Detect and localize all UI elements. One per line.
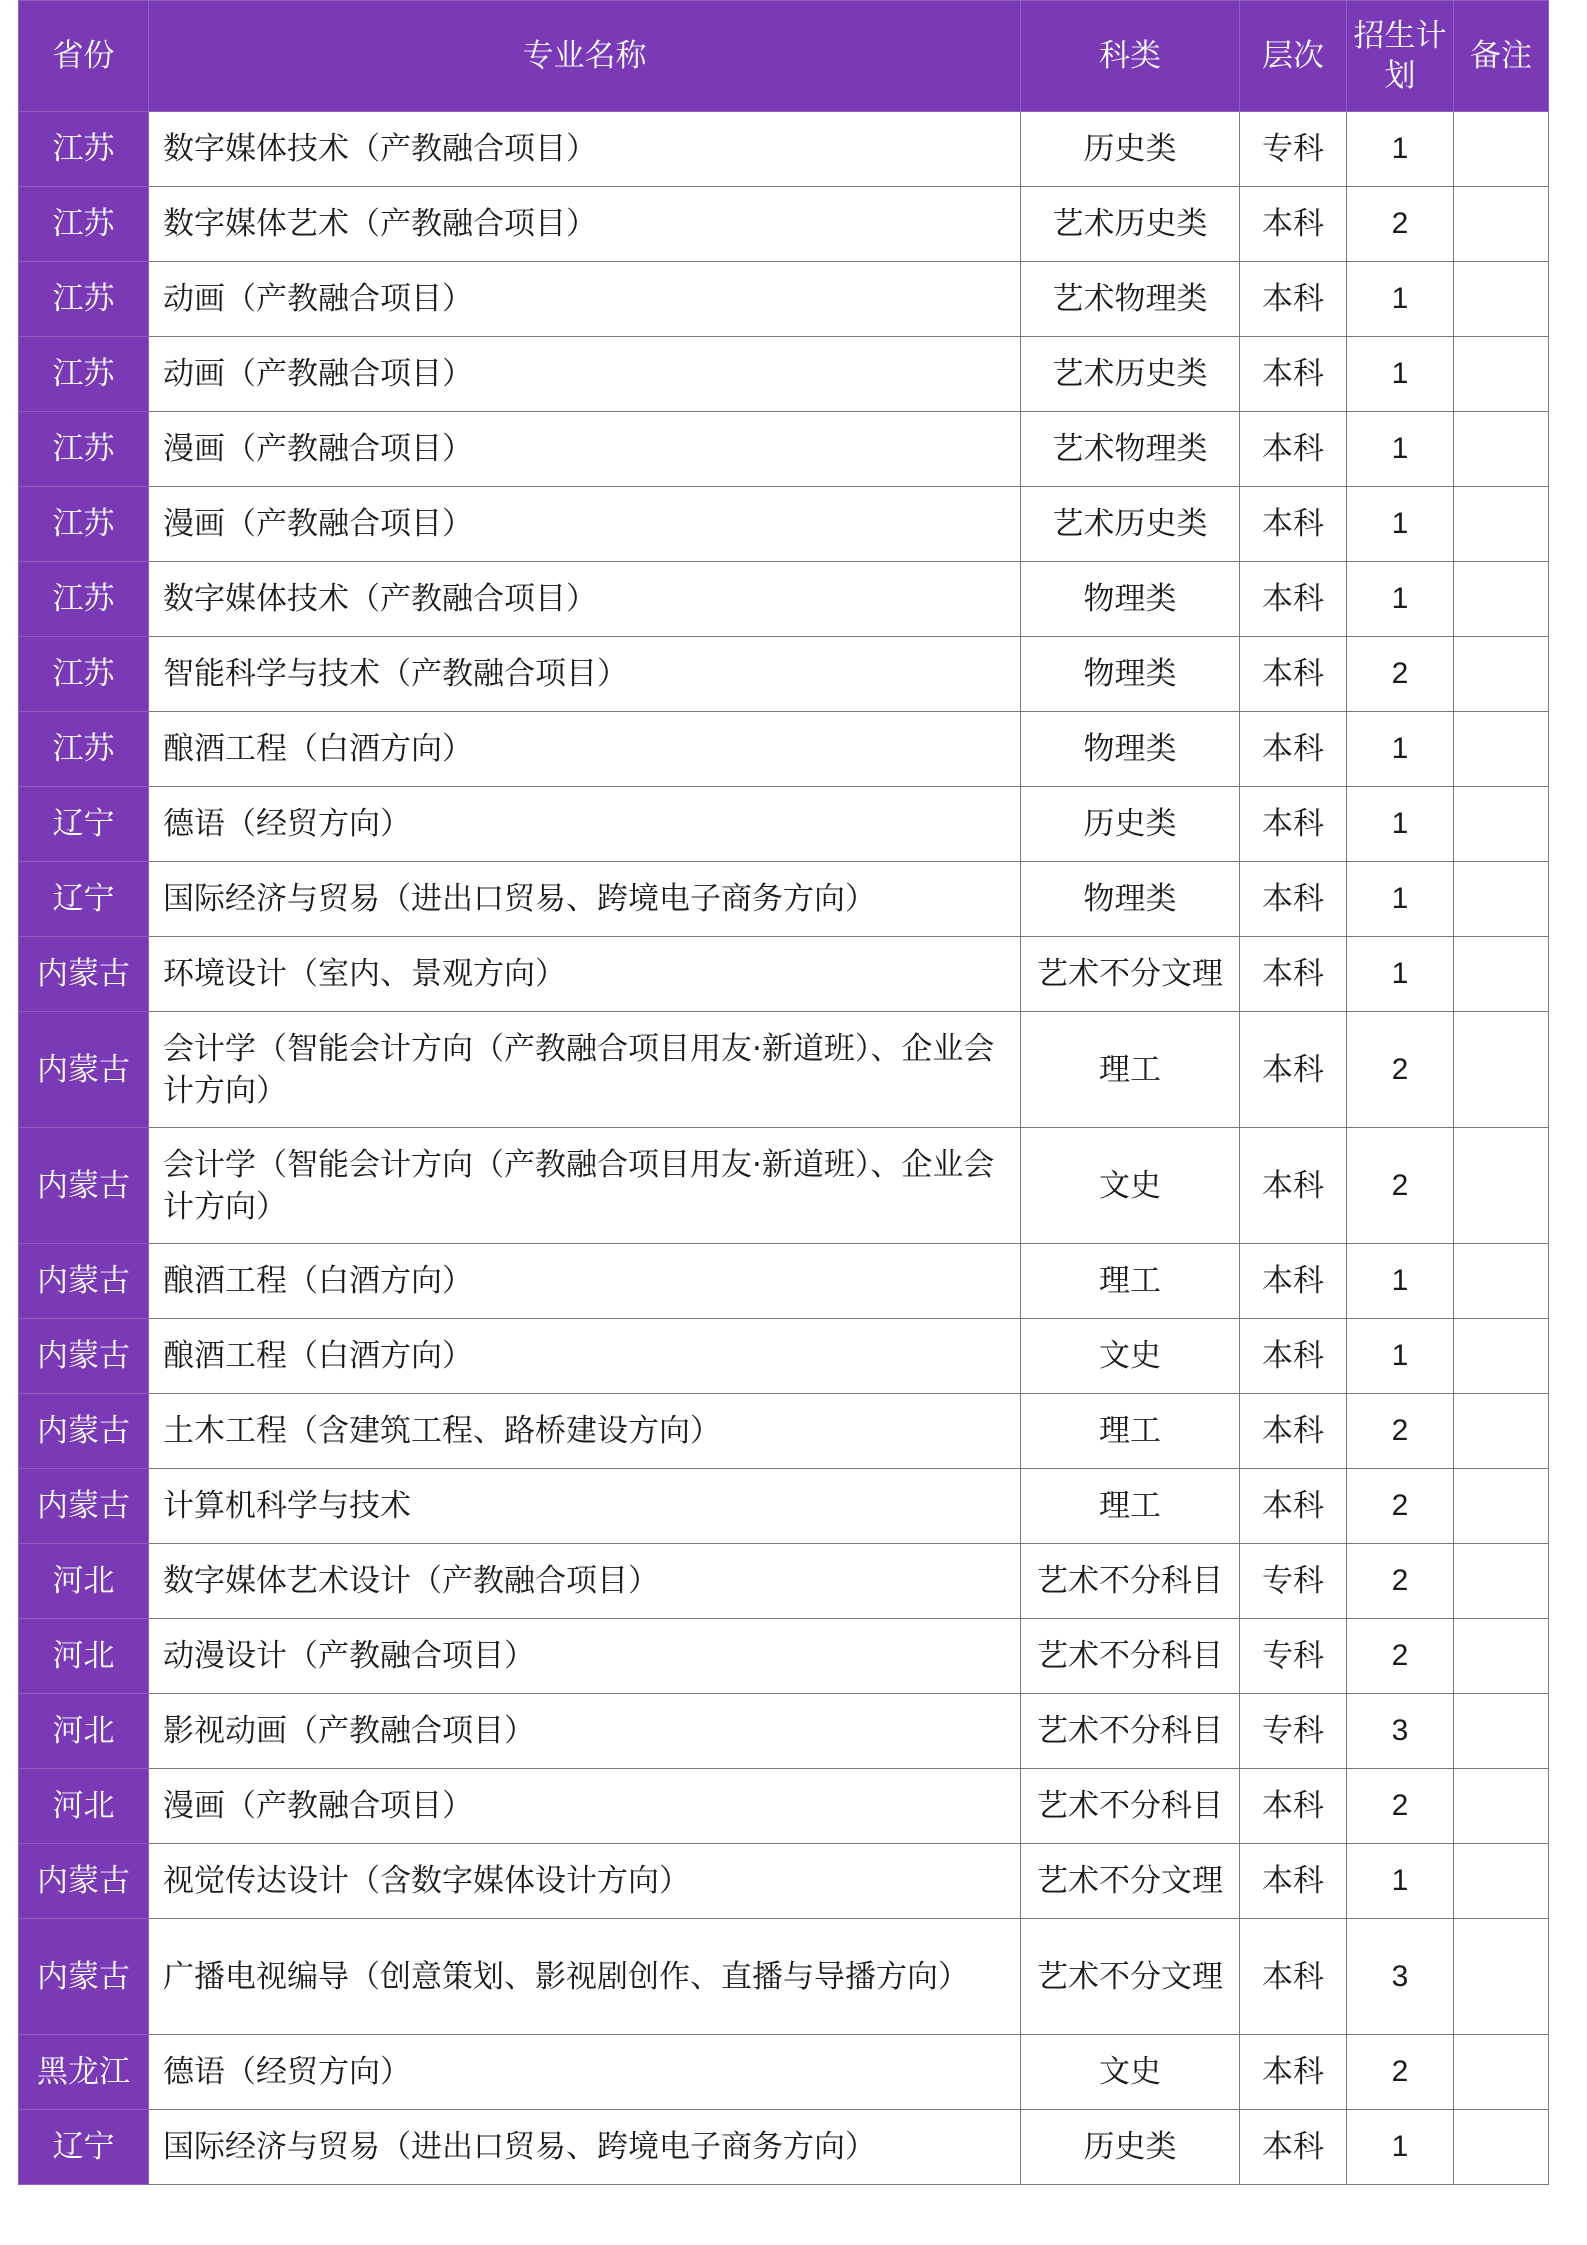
province-cell: 内蒙古 [19, 1394, 149, 1469]
table-row [19, 1319, 1549, 1394]
remark-cell [1454, 712, 1549, 787]
category-cell: 艺术不分文理 [1021, 1919, 1240, 2035]
remark-cell [1454, 187, 1549, 262]
major-cell: 漫画（产教融合项目） [149, 1769, 1021, 1844]
remark-cell [1454, 412, 1549, 487]
header-remark: 备注 [1454, 1, 1549, 112]
level-cell: 本科 [1240, 262, 1347, 337]
plan-count-cell: 2 [1347, 1469, 1454, 1544]
major-cell: 动画（产教融合项目） [149, 262, 1021, 337]
remark-cell [1454, 1469, 1549, 1544]
major-cell: 国际经济与贸易（进出口贸易、跨境电子商务方向） [149, 862, 1021, 937]
level-cell: 专科 [1240, 112, 1347, 187]
category-cell: 文史 [1021, 1319, 1240, 1394]
table-row [19, 637, 1549, 712]
province-cell: 辽宁 [19, 787, 149, 862]
major-cell: 动画（产教融合项目） [149, 337, 1021, 412]
remark-cell [1454, 487, 1549, 562]
category-cell: 艺术不分科目 [1021, 1694, 1240, 1769]
province-cell: 江苏 [19, 562, 149, 637]
remark-cell [1454, 1844, 1549, 1919]
plan-count-cell: 1 [1347, 937, 1454, 1012]
level-cell: 本科 [1240, 2035, 1347, 2110]
remark-cell [1454, 862, 1549, 937]
plan-count-cell: 1 [1347, 337, 1454, 412]
remark-cell [1454, 2035, 1549, 2110]
major-cell: 土木工程（含建筑工程、路桥建设方向） [149, 1394, 1021, 1469]
category-cell: 理工 [1021, 1394, 1240, 1469]
major-cell: 数字媒体技术（产教融合项目） [149, 562, 1021, 637]
level-cell: 本科 [1240, 187, 1347, 262]
level-cell: 本科 [1240, 2110, 1347, 2185]
level-cell: 本科 [1240, 337, 1347, 412]
major-cell: 会计学（智能会计方向（产教融合项目用友·新道班）、企业会计方向） [149, 1128, 1021, 1244]
plan-count-cell: 2 [1347, 1128, 1454, 1244]
remark-cell [1454, 1694, 1549, 1769]
plan-count-cell: 2 [1347, 637, 1454, 712]
remark-cell [1454, 1012, 1549, 1128]
category-cell: 艺术不分科目 [1021, 1769, 1240, 1844]
category-cell: 艺术历史类 [1021, 187, 1240, 262]
major-cell: 广播电视编导（创意策划、影视剧创作、直播与导播方向） [149, 1919, 1021, 2035]
level-cell: 本科 [1240, 487, 1347, 562]
header-province: 省份 [19, 1, 149, 112]
remark-cell [1454, 1128, 1549, 1244]
major-cell: 影视动画（产教融合项目） [149, 1694, 1021, 1769]
remark-cell [1454, 1769, 1549, 1844]
major-cell: 德语（经贸方向） [149, 2035, 1021, 2110]
province-cell: 河北 [19, 1544, 149, 1619]
remark-cell [1454, 937, 1549, 1012]
table-row [19, 1544, 1549, 1619]
plan-count-cell: 1 [1347, 862, 1454, 937]
major-cell: 酿酒工程（白酒方向） [149, 712, 1021, 787]
major-cell: 数字媒体艺术设计（产教融合项目） [149, 1544, 1021, 1619]
plan-count-cell: 1 [1347, 487, 1454, 562]
plan-count-cell: 2 [1347, 1769, 1454, 1844]
province-cell: 江苏 [19, 487, 149, 562]
remark-cell [1454, 2110, 1549, 2185]
province-cell: 江苏 [19, 337, 149, 412]
province-cell: 江苏 [19, 262, 149, 337]
table-row [19, 1844, 1549, 1919]
plan-count-cell: 1 [1347, 712, 1454, 787]
level-cell: 本科 [1240, 787, 1347, 862]
major-cell: 国际经济与贸易（进出口贸易、跨境电子商务方向） [149, 2110, 1021, 2185]
province-cell: 河北 [19, 1694, 149, 1769]
major-cell: 数字媒体艺术（产教融合项目） [149, 187, 1021, 262]
remark-cell [1454, 1544, 1549, 1619]
category-cell: 历史类 [1021, 787, 1240, 862]
table-row [19, 562, 1549, 637]
table-row [19, 2110, 1549, 2185]
table-header-row [19, 1, 1549, 112]
province-cell: 内蒙古 [19, 1919, 149, 2035]
major-cell: 会计学（智能会计方向（产教融合项目用友·新道班）、企业会计方向） [149, 1012, 1021, 1128]
major-cell: 视觉传达设计（含数字媒体设计方向） [149, 1844, 1021, 1919]
province-cell: 江苏 [19, 712, 149, 787]
level-cell: 本科 [1240, 1919, 1347, 2035]
table-row [19, 1619, 1549, 1694]
category-cell: 艺术历史类 [1021, 337, 1240, 412]
category-cell: 文史 [1021, 1128, 1240, 1244]
table-row [19, 712, 1549, 787]
category-cell: 理工 [1021, 1244, 1240, 1319]
category-cell: 艺术物理类 [1021, 262, 1240, 337]
level-cell: 本科 [1240, 1128, 1347, 1244]
major-cell: 酿酒工程（白酒方向） [149, 1319, 1021, 1394]
remark-cell [1454, 562, 1549, 637]
level-cell: 本科 [1240, 1319, 1347, 1394]
province-cell: 内蒙古 [19, 1012, 149, 1128]
enrollment-plan-table [18, 0, 1549, 2185]
level-cell: 本科 [1240, 1469, 1347, 1544]
remark-cell [1454, 262, 1549, 337]
table-row [19, 262, 1549, 337]
remark-cell [1454, 337, 1549, 412]
level-cell: 本科 [1240, 1394, 1347, 1469]
major-cell: 数字媒体技术（产教融合项目） [149, 112, 1021, 187]
plan-count-cell: 2 [1347, 1394, 1454, 1469]
province-cell: 内蒙古 [19, 1469, 149, 1544]
level-cell: 本科 [1240, 937, 1347, 1012]
table-row [19, 412, 1549, 487]
category-cell: 物理类 [1021, 562, 1240, 637]
plan-count-cell: 1 [1347, 412, 1454, 487]
plan-count-cell: 1 [1347, 262, 1454, 337]
table-row [19, 1469, 1549, 1544]
category-cell: 艺术不分文理 [1021, 937, 1240, 1012]
level-cell: 专科 [1240, 1544, 1347, 1619]
table-row [19, 112, 1549, 187]
province-cell: 江苏 [19, 187, 149, 262]
plan-count-cell: 1 [1347, 1244, 1454, 1319]
category-cell: 物理类 [1021, 712, 1240, 787]
province-cell: 内蒙古 [19, 1128, 149, 1244]
remark-cell [1454, 1244, 1549, 1319]
table-body [19, 112, 1549, 2185]
category-cell: 艺术不分文理 [1021, 1844, 1240, 1919]
province-cell: 江苏 [19, 412, 149, 487]
major-cell: 德语（经贸方向） [149, 787, 1021, 862]
level-cell: 专科 [1240, 1694, 1347, 1769]
table-row [19, 862, 1549, 937]
level-cell: 本科 [1240, 562, 1347, 637]
level-cell: 本科 [1240, 412, 1347, 487]
plan-count-cell: 1 [1347, 1319, 1454, 1394]
province-cell: 河北 [19, 1769, 149, 1844]
level-cell: 本科 [1240, 1844, 1347, 1919]
major-cell: 动漫设计（产教融合项目） [149, 1619, 1021, 1694]
plan-count-cell: 1 [1347, 2110, 1454, 2185]
category-cell: 文史 [1021, 2035, 1240, 2110]
table-row [19, 1919, 1549, 2035]
category-cell: 理工 [1021, 1012, 1240, 1128]
table-row [19, 1694, 1549, 1769]
table-row [19, 337, 1549, 412]
category-cell: 历史类 [1021, 112, 1240, 187]
remark-cell [1454, 1919, 1549, 2035]
header-level: 层次 [1240, 1, 1347, 112]
province-cell: 内蒙古 [19, 1319, 149, 1394]
major-cell: 漫画（产教融合项目） [149, 487, 1021, 562]
province-cell: 黑龙江 [19, 2035, 149, 2110]
province-cell: 内蒙古 [19, 1844, 149, 1919]
category-cell: 艺术不分科目 [1021, 1544, 1240, 1619]
category-cell: 物理类 [1021, 637, 1240, 712]
level-cell: 本科 [1240, 862, 1347, 937]
level-cell: 本科 [1240, 637, 1347, 712]
category-cell: 艺术不分科目 [1021, 1619, 1240, 1694]
table-row [19, 487, 1549, 562]
remark-cell [1454, 1394, 1549, 1469]
province-cell: 辽宁 [19, 862, 149, 937]
major-cell: 漫画（产教融合项目） [149, 412, 1021, 487]
plan-count-cell: 2 [1347, 2035, 1454, 2110]
category-cell: 历史类 [1021, 2110, 1240, 2185]
major-cell: 环境设计（室内、景观方向） [149, 937, 1021, 1012]
plan-count-cell: 1 [1347, 787, 1454, 862]
category-cell: 物理类 [1021, 862, 1240, 937]
table-row [19, 1128, 1549, 1244]
table-row [19, 1012, 1549, 1128]
level-cell: 专科 [1240, 1619, 1347, 1694]
category-cell: 艺术物理类 [1021, 412, 1240, 487]
table-row [19, 1394, 1549, 1469]
plan-count-cell: 3 [1347, 1919, 1454, 2035]
level-cell: 本科 [1240, 712, 1347, 787]
level-cell: 本科 [1240, 1012, 1347, 1128]
table-row [19, 2035, 1549, 2110]
header-plan: 招生计划 [1347, 1, 1454, 112]
plan-count-cell: 2 [1347, 1619, 1454, 1694]
table-row [19, 1769, 1549, 1844]
header-category: 科类 [1021, 1, 1240, 112]
header-major: 专业名称 [149, 1, 1021, 112]
level-cell: 本科 [1240, 1769, 1347, 1844]
plan-count-cell: 1 [1347, 112, 1454, 187]
plan-count-cell: 2 [1347, 1012, 1454, 1128]
category-cell: 艺术历史类 [1021, 487, 1240, 562]
remark-cell [1454, 787, 1549, 862]
level-cell: 本科 [1240, 1244, 1347, 1319]
remark-cell [1454, 1619, 1549, 1694]
remark-cell [1454, 1319, 1549, 1394]
category-cell: 理工 [1021, 1469, 1240, 1544]
province-cell: 辽宁 [19, 2110, 149, 2185]
remark-cell [1454, 637, 1549, 712]
province-cell: 江苏 [19, 112, 149, 187]
major-cell: 智能科学与技术（产教融合项目） [149, 637, 1021, 712]
province-cell: 内蒙古 [19, 937, 149, 1012]
plan-count-cell: 2 [1347, 1544, 1454, 1619]
province-cell: 河北 [19, 1619, 149, 1694]
plan-count-cell: 3 [1347, 1694, 1454, 1769]
plan-count-cell: 1 [1347, 1844, 1454, 1919]
plan-count-cell: 2 [1347, 187, 1454, 262]
province-cell: 内蒙古 [19, 1244, 149, 1319]
major-cell: 酿酒工程（白酒方向） [149, 1244, 1021, 1319]
major-cell: 计算机科学与技术 [149, 1469, 1021, 1544]
remark-cell [1454, 112, 1549, 187]
province-cell: 江苏 [19, 637, 149, 712]
table-row [19, 1244, 1549, 1319]
table-row [19, 937, 1549, 1012]
plan-count-cell: 1 [1347, 562, 1454, 637]
table-row [19, 787, 1549, 862]
table-row [19, 187, 1549, 262]
